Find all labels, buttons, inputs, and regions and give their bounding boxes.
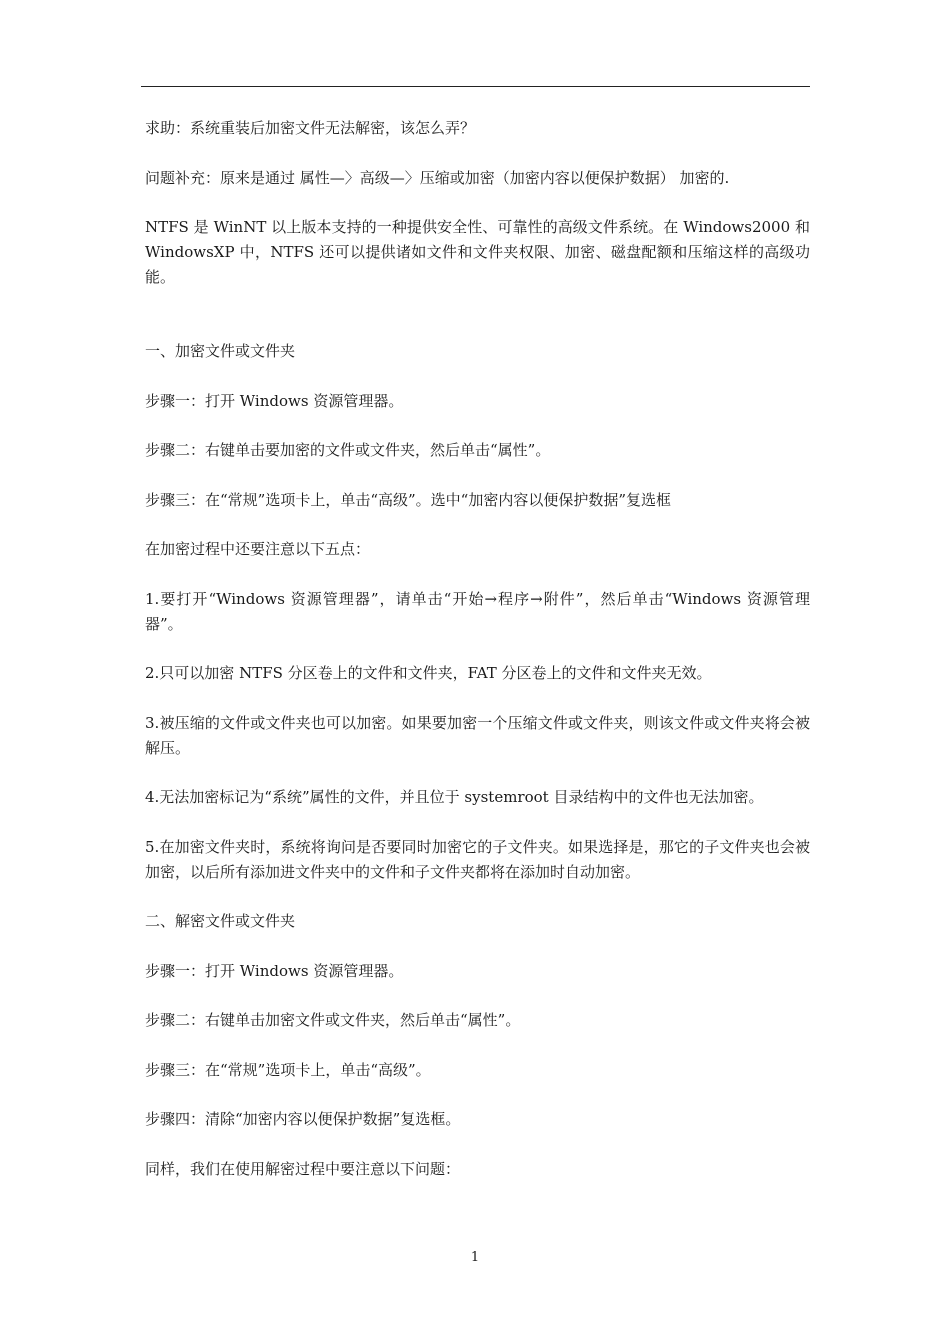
encrypt-note-3: 3.被压缩的文件或文件夹也可以加密。如果要加密一个压缩文件或文件夹，则该文件或文件夹将会被解压。 bbox=[145, 713, 810, 757]
section-heading-decrypt: 二、解密文件或文件夹 bbox=[145, 912, 296, 930]
decrypt-step-2: 步骤二：右键单击加密文件或文件夹，然后单击“属性”。 bbox=[145, 1011, 521, 1029]
document-body bbox=[145, 116, 810, 1206]
decrypt-step-4: 步骤四：清除“加密内容以便保护数据”复选框。 bbox=[145, 1110, 461, 1128]
question-title: 求助：系统重装后加密文件无法解密，该怎么弄？ bbox=[145, 119, 476, 137]
encrypt-notes-intro: 在加密过程中还要注意以下五点： bbox=[145, 540, 371, 558]
header-rule bbox=[141, 86, 810, 87]
encrypt-note-4: 4.无法加密标记为“系统”属性的文件，并且位于 systemroot 目录结构中的文件也无法加密。 bbox=[145, 788, 764, 806]
question-supplement: 问题补充：原来是通过 属性—〉高级—〉压缩或加密（加密内容以便保护数据） 加密的. bbox=[145, 168, 730, 187]
encrypt-step-1: 步骤一：打开 Windows 资源管理器。 bbox=[145, 391, 404, 410]
decrypt-step-1: 步骤一：打开 Windows 资源管理器。 bbox=[145, 961, 404, 980]
decrypt-step-3: 步骤三：在“常规”选项卡上，单击“高级”。 bbox=[145, 1060, 431, 1079]
encrypt-note-2: 2.只可以加密 NTFS 分区卷上的文件和文件夹，FAT 分区卷上的文件和文件夹无效。 bbox=[145, 664, 712, 682]
encrypt-step-2: 步骤二：右键单击要加密的文件或文件夹，然后单击“属性”。 bbox=[145, 441, 551, 459]
decrypt-notes-intro: 同样，我们在使用解密过程中要注意以下问题： bbox=[145, 1159, 461, 1178]
encrypt-note-5: 5.在加密文件夹时，系统将询问是否要同时加密它的子文件夹。如果选择是，那它的子文件夹也会被加密，以后所有添加进文件夹中的文件和子文件夹都将在添加时自动加密。 bbox=[145, 837, 810, 881]
encrypt-note-1: 1.要打开“Windows 资源管理器”，请单击“开始→程序→附件”，然后单击“Windows 资源管理器”。 bbox=[145, 589, 810, 633]
encrypt-step-3: 步骤三：在“常规”选项卡上，单击“高级”。选中“加密内容以便保护数据”复选框 bbox=[145, 490, 672, 509]
page-number: 1 bbox=[470, 1250, 480, 1265]
section-heading-encrypt: 一、加密文件或文件夹 bbox=[145, 342, 296, 360]
ntfs-intro-paragraph: NTFS 是 WinNT 以上版本支持的一种提供安全性、可靠性的高级文件系统。在 Windows2000 和 WindowsXP 中，NTFS 还可以提供诸如文件和文件夹权限、加密、磁盘配额和压缩这样的高级功能。 bbox=[145, 218, 810, 286]
